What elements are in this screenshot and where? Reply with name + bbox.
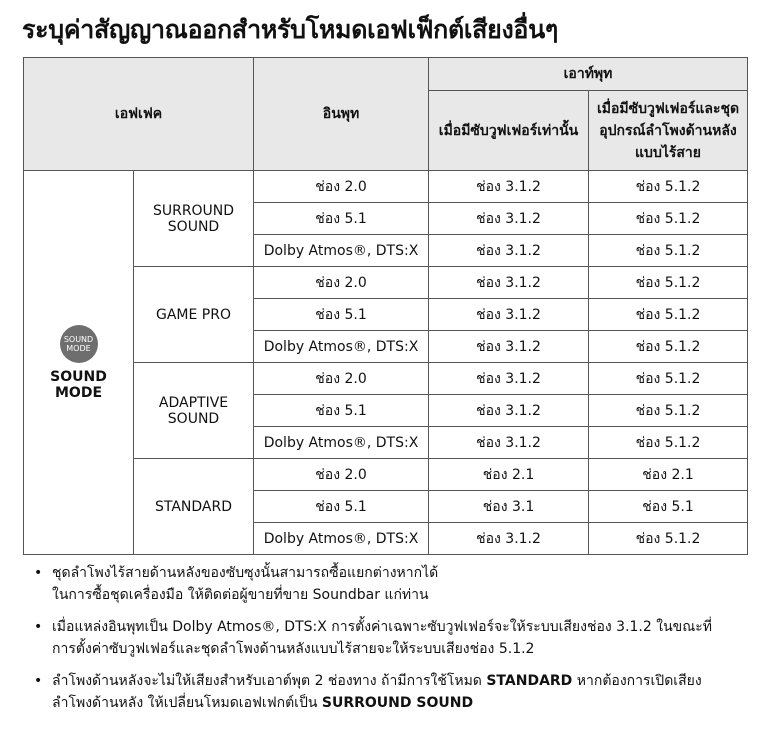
output-sub-only-cell: ช่อง 3.1.2 (429, 363, 589, 395)
note-2-line-2: การตั้งค่าซับวูฟเฟอร์และชุดลำโพงด้านหลังแบบไร้สายจะให้ระบบเสียงช่อง 5.1.2 (52, 641, 535, 657)
note-3-text-c: หากต้องการเปิดเสียง (572, 673, 702, 689)
page-title: ระบุค่าสัญญาณออกสำหรับโหมดเอฟเฟ็กต์เสียงอื่นๆ (22, 15, 559, 44)
note-item (30, 562, 750, 606)
input-cell: ช่อง 5.1 (254, 203, 429, 235)
effect-mode-name: STANDARD (134, 459, 254, 555)
note-3-standard: STANDARD (486, 673, 573, 689)
output-sub-rear-cell: ช่อง 5.1.2 (589, 299, 748, 331)
input-cell: Dolby Atmos®, DTS:X (254, 235, 429, 267)
output-sub-rear-cell: ช่อง 5.1.2 (589, 331, 748, 363)
note-3-text-a: ลำโพงด้านหลังจะไม่ให้เสียงสำหรับเอาต์พุต 2 ช่องทาง ถ้ามีการใช้โหมด (52, 673, 487, 689)
output-sub-only-cell: ช่อง 3.1.2 (429, 203, 589, 235)
note-3-text-d: ลำโพงด้านหลัง ให้เปลี่ยนโหมดเอฟเฟกต์เป็น (52, 695, 322, 711)
effect-mode-name: SURROUND SOUND (134, 171, 254, 267)
effect-mode-name: ADAPTIVE SOUND (134, 363, 254, 459)
output-spec-table (23, 57, 748, 555)
header-output: เอาท์พุท (429, 58, 748, 91)
table-row (24, 171, 748, 203)
input-cell: ช่อง 5.1 (254, 299, 429, 331)
header-effect: เอฟเฟค (24, 58, 254, 171)
output-sub-only-cell: ช่อง 3.1.2 (429, 299, 589, 331)
output-sub-rear-cell: ช่อง 5.1.2 (589, 171, 748, 203)
sound-mode-icon (60, 325, 98, 363)
note-3-surround: SURROUND SOUND (321, 695, 474, 711)
note-2-line-1: เมื่อแหล่งอินพุทเป็น Dolby Atmos®, DTS:X การตั้งค่าเฉพาะซับวูฟเฟอร์จะให้ระบบเสียงช่อง 3.1.2 ในขณะที่ (52, 619, 712, 635)
output-sub-only-cell: ช่อง 3.1.2 (429, 331, 589, 363)
note-item (30, 616, 750, 660)
output-sub-rear-cell: ช่อง 5.1.2 (589, 395, 748, 427)
input-cell: ช่อง 2.0 (254, 267, 429, 299)
input-cell: ช่อง 2.0 (254, 459, 429, 491)
output-sub-only-cell: ช่อง 3.1.2 (429, 427, 589, 459)
notes-list (30, 562, 750, 724)
note-1-line-2: ในการซื้อชุดเครื่องมือ ให้ติดต่อผู้ขายที่ขาย Soundbar แก่ท่าน (52, 587, 429, 603)
output-sub-rear-cell: ช่อง 5.1.2 (589, 427, 748, 459)
output-sub-rear-cell: ช่อง 5.1.2 (589, 523, 748, 555)
output-sub-rear-cell: ช่อง 5.1 (589, 491, 748, 523)
header-sub-only: เมื่อมีซับวูฟเฟอร์เท่านั้น (429, 91, 589, 171)
output-sub-rear-cell: ช่อง 5.1.2 (589, 363, 748, 395)
output-sub-rear-cell: ช่อง 5.1.2 (589, 203, 748, 235)
output-sub-rear-cell: ช่อง 2.1 (589, 459, 748, 491)
sound-mode-icon-line-2: MODE (66, 343, 91, 353)
header-input: อินพุท (254, 58, 429, 171)
input-cell: ช่อง 5.1 (254, 395, 429, 427)
header-sub-rear: เมื่อมีซับวูฟเฟอร์และชุดอุปกรณ์ลำโพงด้านหลังแบบไร้สาย (589, 91, 748, 171)
output-sub-only-cell: ช่อง 3.1 (429, 491, 589, 523)
input-cell: Dolby Atmos®, DTS:X (254, 523, 429, 555)
sound-mode-icon-line-1: SOUND (63, 334, 94, 344)
output-sub-only-cell: ช่อง 3.1.2 (429, 235, 589, 267)
sound-mode-label: SOUND MODE (50, 368, 107, 401)
output-sub-only-cell: ช่อง 3.1.2 (429, 523, 589, 555)
note-item (30, 670, 750, 714)
output-sub-rear-cell: ช่อง 5.1.2 (589, 235, 748, 267)
output-sub-only-cell: ช่อง 3.1.2 (429, 395, 589, 427)
input-cell: Dolby Atmos®, DTS:X (254, 427, 429, 459)
output-sub-only-cell: ช่อง 3.1.2 (429, 171, 589, 203)
effect-mode-name: GAME PRO (134, 267, 254, 363)
input-cell: ช่อง 5.1 (254, 491, 429, 523)
input-cell: ช่อง 2.0 (254, 363, 429, 395)
note-1-line-1: ชุดลำโพงไร้สายด้านหลังของซับซุงนั้นสามารถซื้อแยกต่างหากได้ (52, 565, 439, 581)
input-cell: ช่อง 2.0 (254, 171, 429, 203)
output-sub-rear-cell: ช่อง 5.1.2 (589, 267, 748, 299)
output-sub-only-cell: ช่อง 3.1.2 (429, 267, 589, 299)
sound-mode-cell (24, 171, 134, 555)
output-sub-only-cell: ช่อง 2.1 (429, 459, 589, 491)
input-cell: Dolby Atmos®, DTS:X (254, 331, 429, 363)
